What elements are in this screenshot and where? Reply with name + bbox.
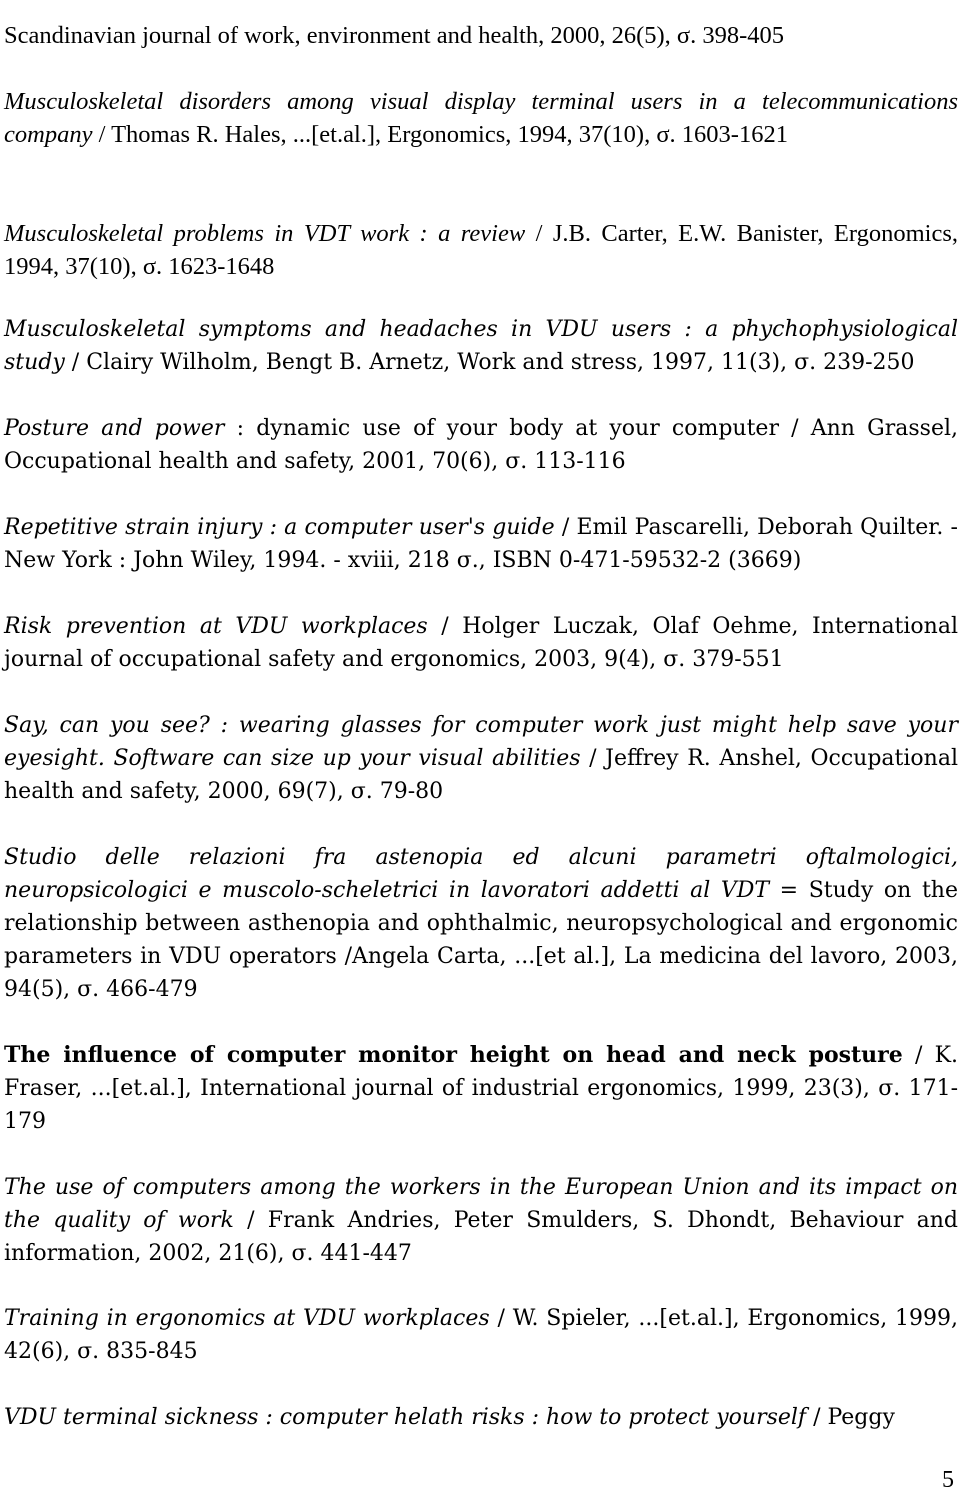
entry-text: / K. Fraser, ...[et.al.], International journal of industrial ergonomics, 1999, 23(3), σ. 171-179 bbox=[4, 1043, 959, 1134]
bibliography-entry bbox=[4, 1039, 958, 1138]
entry-text: Scandinavian journal of work, environment and health, 2000, 26(5), σ. 398-405 bbox=[4, 21, 785, 49]
bibliography-entry bbox=[4, 511, 958, 577]
entry-title: Musculoskeletal problems in VDT work : a review bbox=[4, 219, 526, 247]
entry-text: / W. Spieler, ...[et.al.], Ergonomics, 1999, 42(6), σ. 835-845 bbox=[4, 1306, 958, 1364]
bibliography-entry bbox=[4, 217, 958, 283]
entry-text: / Holger Luczak, Olaf Oehme, International journal of occupational safety and ergonomics, 2003, 9(4), σ. 379-551 bbox=[4, 614, 958, 672]
entry-title: VDU terminal sickness : computer helath risks : how to protect yourself bbox=[4, 1405, 807, 1430]
bibliography-entry bbox=[4, 841, 958, 1006]
entry-text: / Clairy Wilholm, Bengt B. Arnetz, Work and stress, 1997, 11(3), σ. 239-250 bbox=[64, 350, 915, 375]
entry-text: = Study on the relationship between asthenopia and ophthalmic, neuropsychological and ergonomic parameters in VDU operators /Angela Carta, ...[et al.], La medicina del lavoro, 2003, 94(5), σ. 466-479 bbox=[4, 878, 958, 1002]
entry-text: / Thomas R. Hales, ...[et.al.], Ergonomics, 1994, 37(10), σ. 1603-1621 bbox=[92, 120, 788, 148]
entry-title: Risk prevention at VDU workplaces bbox=[4, 614, 428, 639]
bibliography-entry bbox=[4, 1302, 958, 1368]
entry-title: Repetitive strain injury : a computer user's guide bbox=[4, 515, 555, 540]
page-number: 5 bbox=[942, 1467, 954, 1493]
bibliography-entry bbox=[4, 1171, 958, 1270]
bibliography-entry bbox=[4, 412, 958, 478]
bibliography-entry bbox=[4, 610, 958, 676]
entry-title: Posture and power bbox=[4, 416, 225, 441]
entry-title: Musculoskeletal disorders among visual display terminal users in a telecommunications company bbox=[4, 87, 958, 148]
bibliography-entry bbox=[4, 313, 958, 379]
entry-title: The influence of computer monitor height on head and neck posture bbox=[4, 1042, 903, 1068]
entry-text: : dynamic use of your body at your computer / Ann Grassel, Occupational health and safety, 2001, 70(6), σ. 113-116 bbox=[4, 416, 958, 474]
entry-text: / Jeffrey R. Anshel, Occupational health and safety, 2000, 69(7), σ. 79-80 bbox=[4, 746, 958, 804]
entry-text: / Frank Andries, Peter Smulders, S. Dhondt, Behaviour and information, 2002, 21(6), σ. 441-447 bbox=[4, 1208, 958, 1266]
bibliography-entry bbox=[4, 85, 958, 151]
entry-title: The use of computers among the workers in the European Union and its impact on the quality of work bbox=[4, 1175, 958, 1233]
entry-title: Studio delle relazioni fra astenopia ed alcuni parametri oftalmologici, neuropsicologici e muscolo-scheletrici in lavoratori addetti al VDT bbox=[4, 845, 958, 903]
entry-text: / Peggy bbox=[806, 1405, 895, 1430]
entry-text: / J.B. Carter, E.W. Banister, Ergonomics, 1994, 37(10), σ. 1623-1648 bbox=[4, 219, 958, 280]
bibliography-entry bbox=[4, 1401, 958, 1434]
entry-title: Say, can you see? : wearing glasses for computer work just might help save your eyesight. Software can size up your visual abilities bbox=[4, 713, 958, 771]
entry-text: / Emil Pascarelli, Deborah Quilter. - New York : John Wiley, 1994. - xviii, 218 σ., ISBN 0-471-59532-2 (3669) bbox=[4, 515, 958, 573]
bibliography-entry bbox=[4, 19, 958, 52]
entry-title: Training in ergonomics at VDU workplaces bbox=[4, 1306, 490, 1331]
entry-title: Musculoskeletal symptoms and headaches in VDU users : a phychophysiological study bbox=[4, 317, 958, 375]
bibliography-entry bbox=[4, 709, 958, 808]
